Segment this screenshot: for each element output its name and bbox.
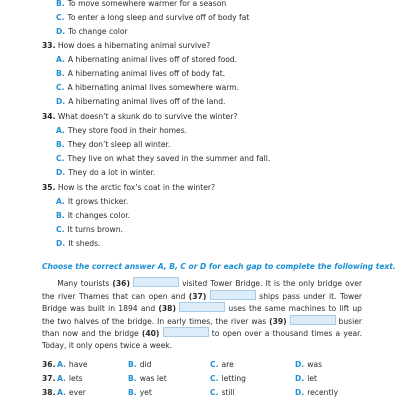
gap-number-37: (37) xyxy=(188,291,207,301)
option-q34-d[interactable]: D. They do a lot in winter. xyxy=(56,168,156,177)
answer-36-a[interactable]: A. have xyxy=(57,360,88,369)
answer-36-d[interactable]: D. was xyxy=(295,360,323,369)
question-34: 34. What doesn’t a skunk do to survive the winter? xyxy=(42,112,238,121)
answer-36-b[interactable]: B. did xyxy=(128,360,152,369)
section-instruction: Choose the correct answer A, B, C or D for each gap to complete the following text. xyxy=(42,262,396,271)
question-33: 33. How does a hibernating animal survive? xyxy=(42,41,211,50)
option-q35-b[interactable]: B. It changes color. xyxy=(56,211,131,220)
option-q35-a[interactable]: A. It grows thicker. xyxy=(56,197,129,206)
option-q32-d[interactable]: D. To change color xyxy=(56,27,128,36)
option-q34-a[interactable]: A. They store food in their homes. xyxy=(56,126,188,135)
answer-37-b[interactable]: B. was let xyxy=(128,374,167,383)
answer-36-c[interactable]: C. are xyxy=(210,360,234,369)
worksheet-page: B. To move somewhere warmer for a season C. To enter a long sleep and survive off of body fat D. To change color 33. How does a hibernating animal survive? A. A hibernating animal lives off of stored food. B. A hibernating animal lives off of body fat. C. A hibernating animal lives somewhere warm. D. A hibernating animal lives off of the land. 34. What doesn’t a skunk do to survive the winter? A. They store food in their homes. B. They don’t sleep all winter. C. They live on what they saved in the summer and fall. D. They do a lot in winter. 35. How is the arctic fox’s coat in the winter? A. It grows thicker. B. It changes color. C. It turns brown. D. It sheds. Choose the correct answer A, B, C or D for each gap to complete the following text. Many tourists (36) visited Tower Bridge. It is the only bridge over the river Thames that can open and (37) ships pass under it. Tower Bridge was built in 1894 and (38) uses the same machines to lift up the two halves of the bridge. In early times, the river was (39) busier than now and the bridge (40) to open over a thousand times a year. Today, it only opens twice a week. 36. A. have B. did C. are D. was 37. A. lets B. was let C. letting D. let 38. A. ever B. yet C. still D. recently xyxy=(42,0,396,397)
answer-38-a[interactable]: A. ever xyxy=(57,388,86,397)
gap-40-blank[interactable] xyxy=(163,327,209,337)
answer-38-d[interactable]: D. recently xyxy=(295,388,339,397)
gap-number-38: (38) xyxy=(158,304,176,314)
question-35: 35. How is the arctic fox’s coat in the winter? xyxy=(42,183,216,192)
answer-37-c[interactable]: C. letting xyxy=(210,374,246,383)
option-q34-b[interactable]: B. They don’t sleep all winter. xyxy=(56,140,171,149)
answer-37-d[interactable]: D. let xyxy=(295,374,317,383)
option-q33-a[interactable]: A. A hibernating animal lives off of stored food. xyxy=(56,55,238,64)
option-q34-c[interactable]: C. They live on what they saved in the summer and fall. xyxy=(56,154,271,163)
option-q33-b[interactable]: B. A hibernating animal lives off of body fat. xyxy=(56,69,226,78)
gap-36-blank[interactable] xyxy=(133,277,179,287)
gap-number-39: (39) xyxy=(269,316,287,326)
option-q32-b[interactable]: B. To move somewhere warmer for a season xyxy=(56,0,227,8)
option-q32-c[interactable]: C. To enter a long sleep and survive off of body fat xyxy=(56,13,250,22)
answer-37-a[interactable]: A. lets xyxy=(57,374,83,383)
gap-number-36: (36) xyxy=(112,279,130,288)
option-q33-c[interactable]: C. A hibernating animal lives somewhere warm. xyxy=(56,83,240,92)
option-q33-d[interactable]: D. A hibernating animal lives off of the land. xyxy=(56,97,226,106)
gap-38-blank[interactable] xyxy=(179,302,225,312)
option-q35-d[interactable]: D. It sheds. xyxy=(56,239,101,248)
cloze-passage: Many tourists (36) visited Tower Bridge. It is the only bridge over the river Thames that can open and (37) ships pass under it. Tower Bridge was built in 1894 and (38) uses the same machines to lift up the two halves of the bridge. In early times, the river was (39) busier than now and the bridge (40) to open over a thousand times a year. Today, it only opens twice a week. xyxy=(42,279,363,350)
answer-38-c[interactable]: C. still xyxy=(210,388,235,397)
gap-37-blank[interactable] xyxy=(210,290,256,300)
gap-39-blank[interactable] xyxy=(290,315,336,325)
answer-38-b[interactable]: B. yet xyxy=(128,388,152,397)
gap-number-40: (40) xyxy=(141,329,160,339)
option-q35-c[interactable]: C. It turns brown. xyxy=(56,225,123,234)
